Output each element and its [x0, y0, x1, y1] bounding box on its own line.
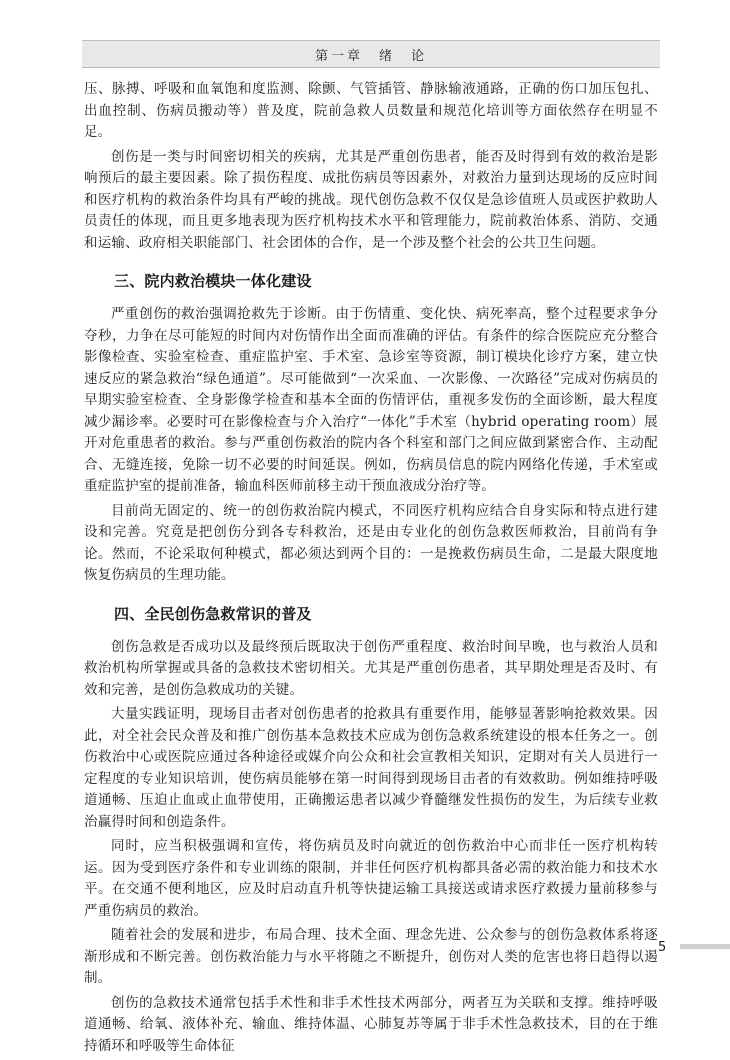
paragraph: 创伤是一类与时间密切相关的疾病，尤其是严重创伤患者，能否及时得到有效的救治是影响预后的最主要因素。除了损伤程度、成批伤病员等因素外，对救治力量到达现场的反应时间和医疗机构的救治条件均具有严峻的挑战。现代创伤急救不仅仅是急诊值班人员或医护救助人员责任的体现，而且更多地表现为医疗机构技术水平和管理能力，院前救治体系、消防、交通和运输、政府相关职能部门、社会团体的合作，是一个涉及整个社会的公共卫生问题。 — [84, 148, 658, 251]
paragraph: 目前尚无固定的、统一的创伤救治院内模式，不同医疗机构应结合自身实际和特点进行建设和完善。究竟是把创伤分到各专科救治，还是由专业化的创伤急救医师救治，目前尚有争论。然而，不论采取何种模式，都必须达到两个目的：一是挽救伤病员生命，二是最大限度地恢复伤病员的生理功能。 — [84, 502, 658, 583]
paragraph: 严重创伤的救治强调抢救先于诊断。由于伤情重、变化快、病死率高，整个过程要求争分夺秒，力争在尽可能短的时间内对伤情作出全面而准确的评估。有条件的综合医院应充分整合影像检查、实验室检查、重症监护室、手术室、急诊室等资源，制订模块化诊疗方案，建立快速反应的紧急救治“绿色通道”。尽可能做到“一次采血、一次影像、一次路径”完成对伤病员的早期实验室检查、全身影像学检查和基本全面的伤情评估，重视多发伤的全面诊断，最大程度减少漏诊率。必要时可在影像检查与介入治疗“一体化”手术室（hybrid operating room）展开对危重患者的救治。参与严重创伤救治的院内各个科室和部门之间应做到紧密合作、主动配合、无缝连接，免除一切不必要的时间延误。例如，伤病员信息的院内网络化传递，手术室或重症监护室的提前准备，输血科医师前移主动干预血液成分治疗等。 — [84, 306, 658, 494]
page-body — [84, 79, 658, 1060]
page-edge-bar — [680, 944, 730, 949]
section-heading: 三、院内救治模块一体化建设 — [114, 272, 312, 290]
page-number: 5 — [658, 940, 667, 955]
paragraph: 压、脉搏、呼吸和血氧饱和度监测、除颤、气管插管、静脉输液通路，正确的伤口加压包扎、出血控制、伤病员搬动等）普及度，院前急救人员数量和规范化培训等方面依然存在明显不足。 — [84, 81, 658, 140]
chapter-title: 第一章 绪 论 — [314, 48, 427, 64]
section-heading: 四、全民创伤急救常识的普及 — [114, 604, 312, 623]
paragraph: 创伤急救是否成功以及最终预后既取决于创伤严重程度、救治时间早晚，也与救治人员和救治机构所掌握或具备的急救技术密切相关。尤其是严重创伤患者，其早期处理是否及时、有效和完善，是创伤急救成功的关键。 — [84, 638, 658, 698]
paragraph: 同时，应当积极强调和宣传，将伤病员及时向就近的创伤救治中心而非任一医疗机构转运。因为受到医疗条件和专业训练的限制，并非任何医疗机构都具备必需的救治能力和技术水平。在交通不便利地区，应及时启动直升机等快捷运输工具接送或请求医疗救援力量前移参与严重伤病员的救治。 — [84, 838, 658, 919]
paragraph: 创伤的急救技术通常包括手术性和非手术性技术两部分，两者互为关联和支撑。维持呼吸道通畅、给氧、液体补充、输血、维持体温、心肺复苏等属于非手术性急救技术，目的在于维持循环和呼吸等生命体征 — [84, 994, 658, 1054]
paragraph: 随着社会的发展和进步，布局合理、技术全面、理念先进、公众参与的创伤急救体系将逐渐形成和不断完善。创伤救治能力与水平将随之不断提升，创伤对人类的危害也将日趋得以遏制。 — [84, 927, 658, 986]
chapter-header — [82, 40, 660, 68]
paragraph: 大量实践证明，现场目击者对创伤患者的抢救具有重要作用，能够显著影响抢救效果。因此，对全社会民众普及和推广创伤基本急救技术应成为创伤急救系统建设的根本任务之一。创伤救治中心或医院应通过各种途径或媒介向公众和社会宣教相关知识，定期对有关人员进行一定程度的专业知识培训，使伤病员能够在第一时间得到现场目击者的有效救助。例如维持呼吸道通畅、压迫止血或止血带使用，正确搬运患者以减少脊髓继发性损伤的发生，为后续专业救治赢得时间和创造条件。 — [84, 706, 658, 830]
